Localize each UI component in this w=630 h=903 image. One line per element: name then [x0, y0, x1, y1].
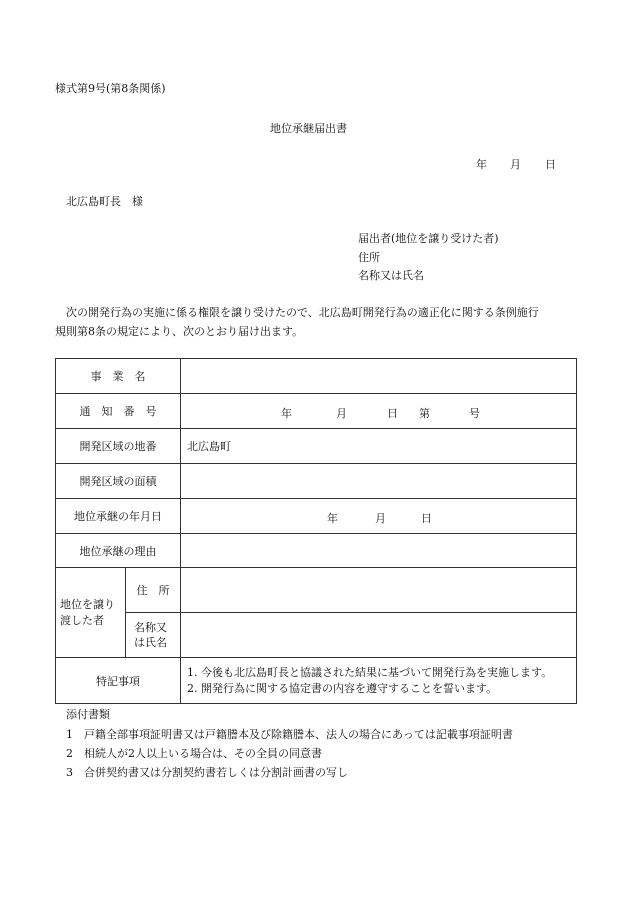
- row-project-name: [56, 359, 577, 394]
- notice-year: 年: [281, 407, 292, 420]
- attachment-item: 1 戸籍全部事項証明書又は戸籍謄本及び除籍謄本、法人の場合にあっては記載事項証明書: [66, 728, 513, 741]
- label-area: 開発区域の面積: [56, 464, 181, 499]
- lot-number-field[interactable]: 北広島町: [181, 429, 577, 464]
- notice-number-field[interactable]: [181, 394, 577, 429]
- succession-day: 日: [421, 512, 432, 525]
- succession-month: 月: [375, 512, 386, 525]
- label-succession-reason: 地位承継の理由: [56, 534, 181, 568]
- label-project-name: 事 業 名: [56, 359, 181, 394]
- label-remarks: 特記事項: [56, 658, 181, 704]
- date-month: 月: [510, 158, 521, 171]
- applicant-heading: 届出者(地位を譲り受けた者): [358, 232, 499, 245]
- notice-day: 日: [387, 407, 398, 420]
- remark-item: 2. 開発行為に関する協定書の内容を遵守することを誓います。: [187, 681, 498, 695]
- remark-item: 1. 今後も北広島町長と協議された結果に基づいて開発行為を実施します。: [187, 665, 553, 679]
- notice-dai: 第: [419, 407, 430, 420]
- area-field[interactable]: [181, 464, 577, 499]
- applicant-address-label: 住所: [358, 251, 380, 264]
- succession-reason-field[interactable]: [181, 534, 577, 568]
- addressee: 北広島町長 様: [66, 195, 143, 208]
- label-lot-number: 開発区域の地番: [56, 429, 181, 464]
- attachment-item: 2 相続人が2人以上いる場合は、その全員の同意書: [66, 747, 322, 760]
- transferor-address-field[interactable]: [181, 568, 577, 613]
- application-table: [55, 358, 577, 704]
- attachments-heading: 添付書類: [66, 708, 110, 721]
- body-line-2: 規則第8条の規定により、次のとおり届け出ます。: [55, 325, 304, 338]
- form-number: 様式第9号(第8条関係): [55, 82, 166, 95]
- label-notice-number: 通 知 番 号: [56, 394, 181, 429]
- notice-go: 号: [469, 407, 480, 420]
- remarks-field: [181, 658, 577, 704]
- applicant-name-label: 名称又は氏名: [358, 269, 424, 282]
- notice-month: 月: [336, 407, 347, 420]
- project-name-field[interactable]: [181, 359, 577, 394]
- date-year: 年: [476, 158, 487, 171]
- label-succession-date: 地位承継の年月日: [56, 499, 181, 534]
- label-transferor-address: 住 所: [126, 568, 181, 613]
- label-transferor-name: 名称又は氏名: [126, 613, 181, 658]
- label-transferor: 地位を譲り渡した者: [56, 568, 126, 658]
- row-notice-number: [56, 394, 577, 429]
- body-line-1: 次の開発行為の実施に係る権限を譲り受けたので、北広島町開発行為の適正化に関する条例施行: [66, 306, 539, 319]
- succession-date-field[interactable]: [181, 499, 577, 534]
- date-day: 日: [545, 158, 556, 171]
- document-title: 地位承継届出書: [270, 122, 347, 135]
- transferor-name-field[interactable]: [181, 613, 577, 658]
- attachment-item: 3 合併契約書又は分割契約書若しくは分割計画書の写し: [66, 766, 348, 779]
- succession-year: 年: [327, 512, 338, 525]
